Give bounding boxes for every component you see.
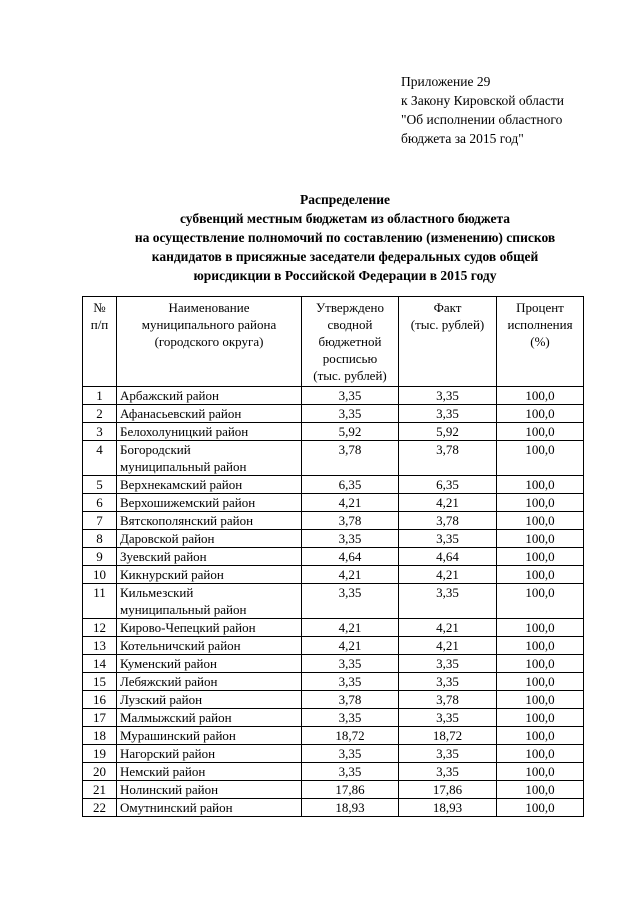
cell-line: Богородский — [120, 442, 191, 457]
percent-value: 100,0 — [497, 512, 584, 530]
district-name — [117, 423, 302, 441]
table-row — [83, 494, 584, 512]
row-number: 20 — [83, 763, 117, 781]
cell-line: Утверждено — [315, 300, 385, 315]
approved-value: 4,21 — [302, 494, 399, 512]
district-name — [117, 727, 302, 745]
approved-value: 3,78 — [302, 441, 399, 476]
fact-value: 3,35 — [399, 763, 497, 781]
fact-value: 6,35 — [399, 476, 497, 494]
row-number: 15 — [83, 673, 117, 691]
header-fact — [399, 297, 497, 387]
table-row — [83, 530, 584, 548]
cell-line: Афанасьевский район — [120, 406, 242, 421]
cell-line: росписью — [322, 351, 378, 366]
percent-value: 100,0 — [497, 727, 584, 745]
cell-line: исполнения — [507, 317, 573, 332]
fact-value: 3,35 — [399, 673, 497, 691]
fact-value: 4,21 — [399, 494, 497, 512]
cell-line: Куменский район — [120, 656, 217, 671]
row-number: 1 — [83, 387, 117, 405]
cell-line: Мурашинский район — [120, 728, 236, 743]
table-header-row — [83, 297, 584, 387]
percent-value: 100,0 — [497, 476, 584, 494]
fact-value: 4,21 — [399, 619, 497, 637]
district-name — [117, 709, 302, 727]
appendix-note — [401, 72, 564, 148]
title-line: на осуществление полномочий по составлению (изменению) списков — [134, 230, 556, 245]
document-title — [80, 190, 610, 285]
district-name — [117, 637, 302, 655]
percent-value: 100,0 — [497, 548, 584, 566]
table-row — [83, 512, 584, 530]
cell-line: (%) — [530, 334, 550, 349]
approved-value: 4,64 — [302, 548, 399, 566]
title-line: Распределение — [299, 192, 391, 207]
row-number: 11 — [83, 584, 117, 619]
approved-value: 3,35 — [302, 763, 399, 781]
table-row — [83, 476, 584, 494]
cell-line: Нагорский район — [120, 746, 216, 761]
district-name — [117, 619, 302, 637]
percent-value: 100,0 — [497, 673, 584, 691]
district-name — [117, 745, 302, 763]
row-number: 8 — [83, 530, 117, 548]
table-row — [83, 799, 584, 817]
row-number: 18 — [83, 727, 117, 745]
cell-line: Кикнурский район — [120, 567, 224, 582]
district-name — [117, 405, 302, 423]
header-approved — [302, 297, 399, 387]
fact-value: 4,21 — [399, 637, 497, 655]
row-number: 7 — [83, 512, 117, 530]
cell-line: бюджетной — [318, 334, 382, 349]
approved-value: 3,35 — [302, 530, 399, 548]
percent-value: 100,0 — [497, 530, 584, 548]
approved-value: 3,78 — [302, 512, 399, 530]
percent-value: 100,0 — [497, 745, 584, 763]
row-number: 6 — [83, 494, 117, 512]
approved-value: 3,35 — [302, 709, 399, 727]
cell-line: Лебяжский район — [120, 674, 218, 689]
cell-line: Кильмезский — [120, 585, 194, 600]
cell-line: Лузский район — [120, 692, 203, 707]
table-row — [83, 727, 584, 745]
fact-value: 3,78 — [399, 691, 497, 709]
appendix-line: бюджета за 2015 год" — [401, 131, 524, 146]
district-name — [117, 387, 302, 405]
district-name — [117, 494, 302, 512]
district-name — [117, 530, 302, 548]
percent-value: 100,0 — [497, 655, 584, 673]
district-name — [117, 441, 302, 476]
approved-value: 4,21 — [302, 637, 399, 655]
percent-value: 100,0 — [497, 637, 584, 655]
percent-value: 100,0 — [497, 763, 584, 781]
cell-line: Нолинский район — [120, 782, 219, 797]
cell-line: Кирово-Чепецкий район — [120, 620, 256, 635]
approved-value: 3,35 — [302, 673, 399, 691]
district-name — [117, 566, 302, 584]
title-line: субвенций местным бюджетам из областного бюджета — [179, 211, 511, 226]
fact-value: 5,92 — [399, 423, 497, 441]
district-name — [117, 476, 302, 494]
cell-line: Факт — [433, 300, 462, 315]
table-row — [83, 548, 584, 566]
percent-value: 100,0 — [497, 494, 584, 512]
district-name — [117, 512, 302, 530]
percent-value: 100,0 — [497, 709, 584, 727]
table-row — [83, 566, 584, 584]
appendix-line: "Об исполнении областного — [401, 112, 563, 127]
approved-value: 6,35 — [302, 476, 399, 494]
district-name — [117, 655, 302, 673]
table-row — [83, 745, 584, 763]
percent-value: 100,0 — [497, 441, 584, 476]
row-number: 17 — [83, 709, 117, 727]
approved-value: 3,35 — [302, 655, 399, 673]
district-name — [117, 584, 302, 619]
table-row — [83, 673, 584, 691]
cell-line: Вятскополянский район — [120, 513, 254, 528]
approved-value: 17,86 — [302, 781, 399, 799]
row-number: 10 — [83, 566, 117, 584]
district-name — [117, 781, 302, 799]
cell-line: (тыс. рублей) — [313, 368, 387, 383]
cell-line: (городского округа) — [154, 334, 264, 349]
cell-line: Немский район — [120, 764, 206, 779]
header-name — [117, 297, 302, 387]
table-row — [83, 637, 584, 655]
cell-line: муниципального района — [141, 317, 277, 332]
row-number: 13 — [83, 637, 117, 655]
table-row — [83, 781, 584, 799]
cell-line: Наименование — [168, 300, 250, 315]
approved-value: 4,21 — [302, 566, 399, 584]
percent-value: 100,0 — [497, 566, 584, 584]
fact-value: 18,72 — [399, 727, 497, 745]
cell-line: Процент — [516, 300, 564, 315]
table-body — [83, 387, 584, 817]
approved-value: 3,78 — [302, 691, 399, 709]
row-number: 3 — [83, 423, 117, 441]
fact-value: 3,35 — [399, 405, 497, 423]
cell-line: п/п — [90, 317, 109, 332]
percent-value: 100,0 — [497, 423, 584, 441]
fact-value: 18,93 — [399, 799, 497, 817]
row-number: 14 — [83, 655, 117, 673]
header-num — [83, 297, 117, 387]
cell-line: Белохолуницкий район — [120, 424, 249, 439]
cell-line: Зуевский район — [120, 549, 207, 564]
percent-value: 100,0 — [497, 387, 584, 405]
row-number: 21 — [83, 781, 117, 799]
appendix-line: Приложение 29 — [401, 74, 491, 89]
district-name — [117, 691, 302, 709]
cell-line: Котельничский район — [120, 638, 241, 653]
table-row — [83, 763, 584, 781]
header-percent — [497, 297, 584, 387]
row-number: 4 — [83, 441, 117, 476]
cell-line: Верхнекамский район — [120, 477, 243, 492]
approved-value: 3,35 — [302, 405, 399, 423]
cell-line: Даровской район — [120, 531, 215, 546]
subventions-table — [82, 296, 584, 817]
approved-value: 5,92 — [302, 423, 399, 441]
cell-line: (тыс. рублей) — [410, 317, 485, 332]
approved-value: 18,72 — [302, 727, 399, 745]
table-row — [83, 584, 584, 619]
fact-value: 3,78 — [399, 441, 497, 476]
row-number: 22 — [83, 799, 117, 817]
percent-value: 100,0 — [497, 781, 584, 799]
fact-value: 3,35 — [399, 387, 497, 405]
table-row — [83, 691, 584, 709]
district-name — [117, 763, 302, 781]
percent-value: 100,0 — [497, 691, 584, 709]
table-row — [83, 423, 584, 441]
cell-line: Малмыжский район — [120, 710, 232, 725]
approved-value: 3,35 — [302, 387, 399, 405]
fact-value: 3,35 — [399, 709, 497, 727]
fact-value: 17,86 — [399, 781, 497, 799]
district-name — [117, 799, 302, 817]
fact-value: 3,35 — [399, 530, 497, 548]
district-name — [117, 548, 302, 566]
fact-value: 3,35 — [399, 655, 497, 673]
row-number: 5 — [83, 476, 117, 494]
table-row — [83, 441, 584, 476]
table-row — [83, 619, 584, 637]
fact-value: 3,78 — [399, 512, 497, 530]
district-name — [117, 673, 302, 691]
fact-value: 4,64 — [399, 548, 497, 566]
title-line: кандидатов в присяжные заседатели федеральных судов общей — [151, 249, 539, 264]
percent-value: 100,0 — [497, 405, 584, 423]
cell-line: муниципальный район — [120, 459, 247, 474]
row-number: 2 — [83, 405, 117, 423]
approved-value: 3,35 — [302, 745, 399, 763]
row-number: 19 — [83, 745, 117, 763]
cell-line: муниципальный район — [120, 602, 247, 617]
row-number: 9 — [83, 548, 117, 566]
fact-value: 3,35 — [399, 745, 497, 763]
table-row — [83, 709, 584, 727]
table-row — [83, 405, 584, 423]
row-number: 16 — [83, 691, 117, 709]
approved-value: 18,93 — [302, 799, 399, 817]
approved-value: 4,21 — [302, 619, 399, 637]
approved-value: 3,35 — [302, 584, 399, 619]
table-row — [83, 655, 584, 673]
cell-line: № — [93, 300, 106, 315]
percent-value: 100,0 — [497, 584, 584, 619]
title-line: юрисдикции в Российской Федерации в 2015 году — [193, 268, 497, 283]
row-number: 12 — [83, 619, 117, 637]
fact-value: 3,35 — [399, 584, 497, 619]
cell-line: Арбажский район — [120, 388, 219, 403]
fact-value: 4,21 — [399, 566, 497, 584]
cell-line: Верхошижемский район — [120, 495, 256, 510]
cell-line: сводной — [327, 317, 373, 332]
table-row — [83, 387, 584, 405]
appendix-line: к Закону Кировской области — [401, 93, 565, 108]
percent-value: 100,0 — [497, 799, 584, 817]
percent-value: 100,0 — [497, 619, 584, 637]
cell-line: Омутнинский район — [120, 800, 233, 815]
